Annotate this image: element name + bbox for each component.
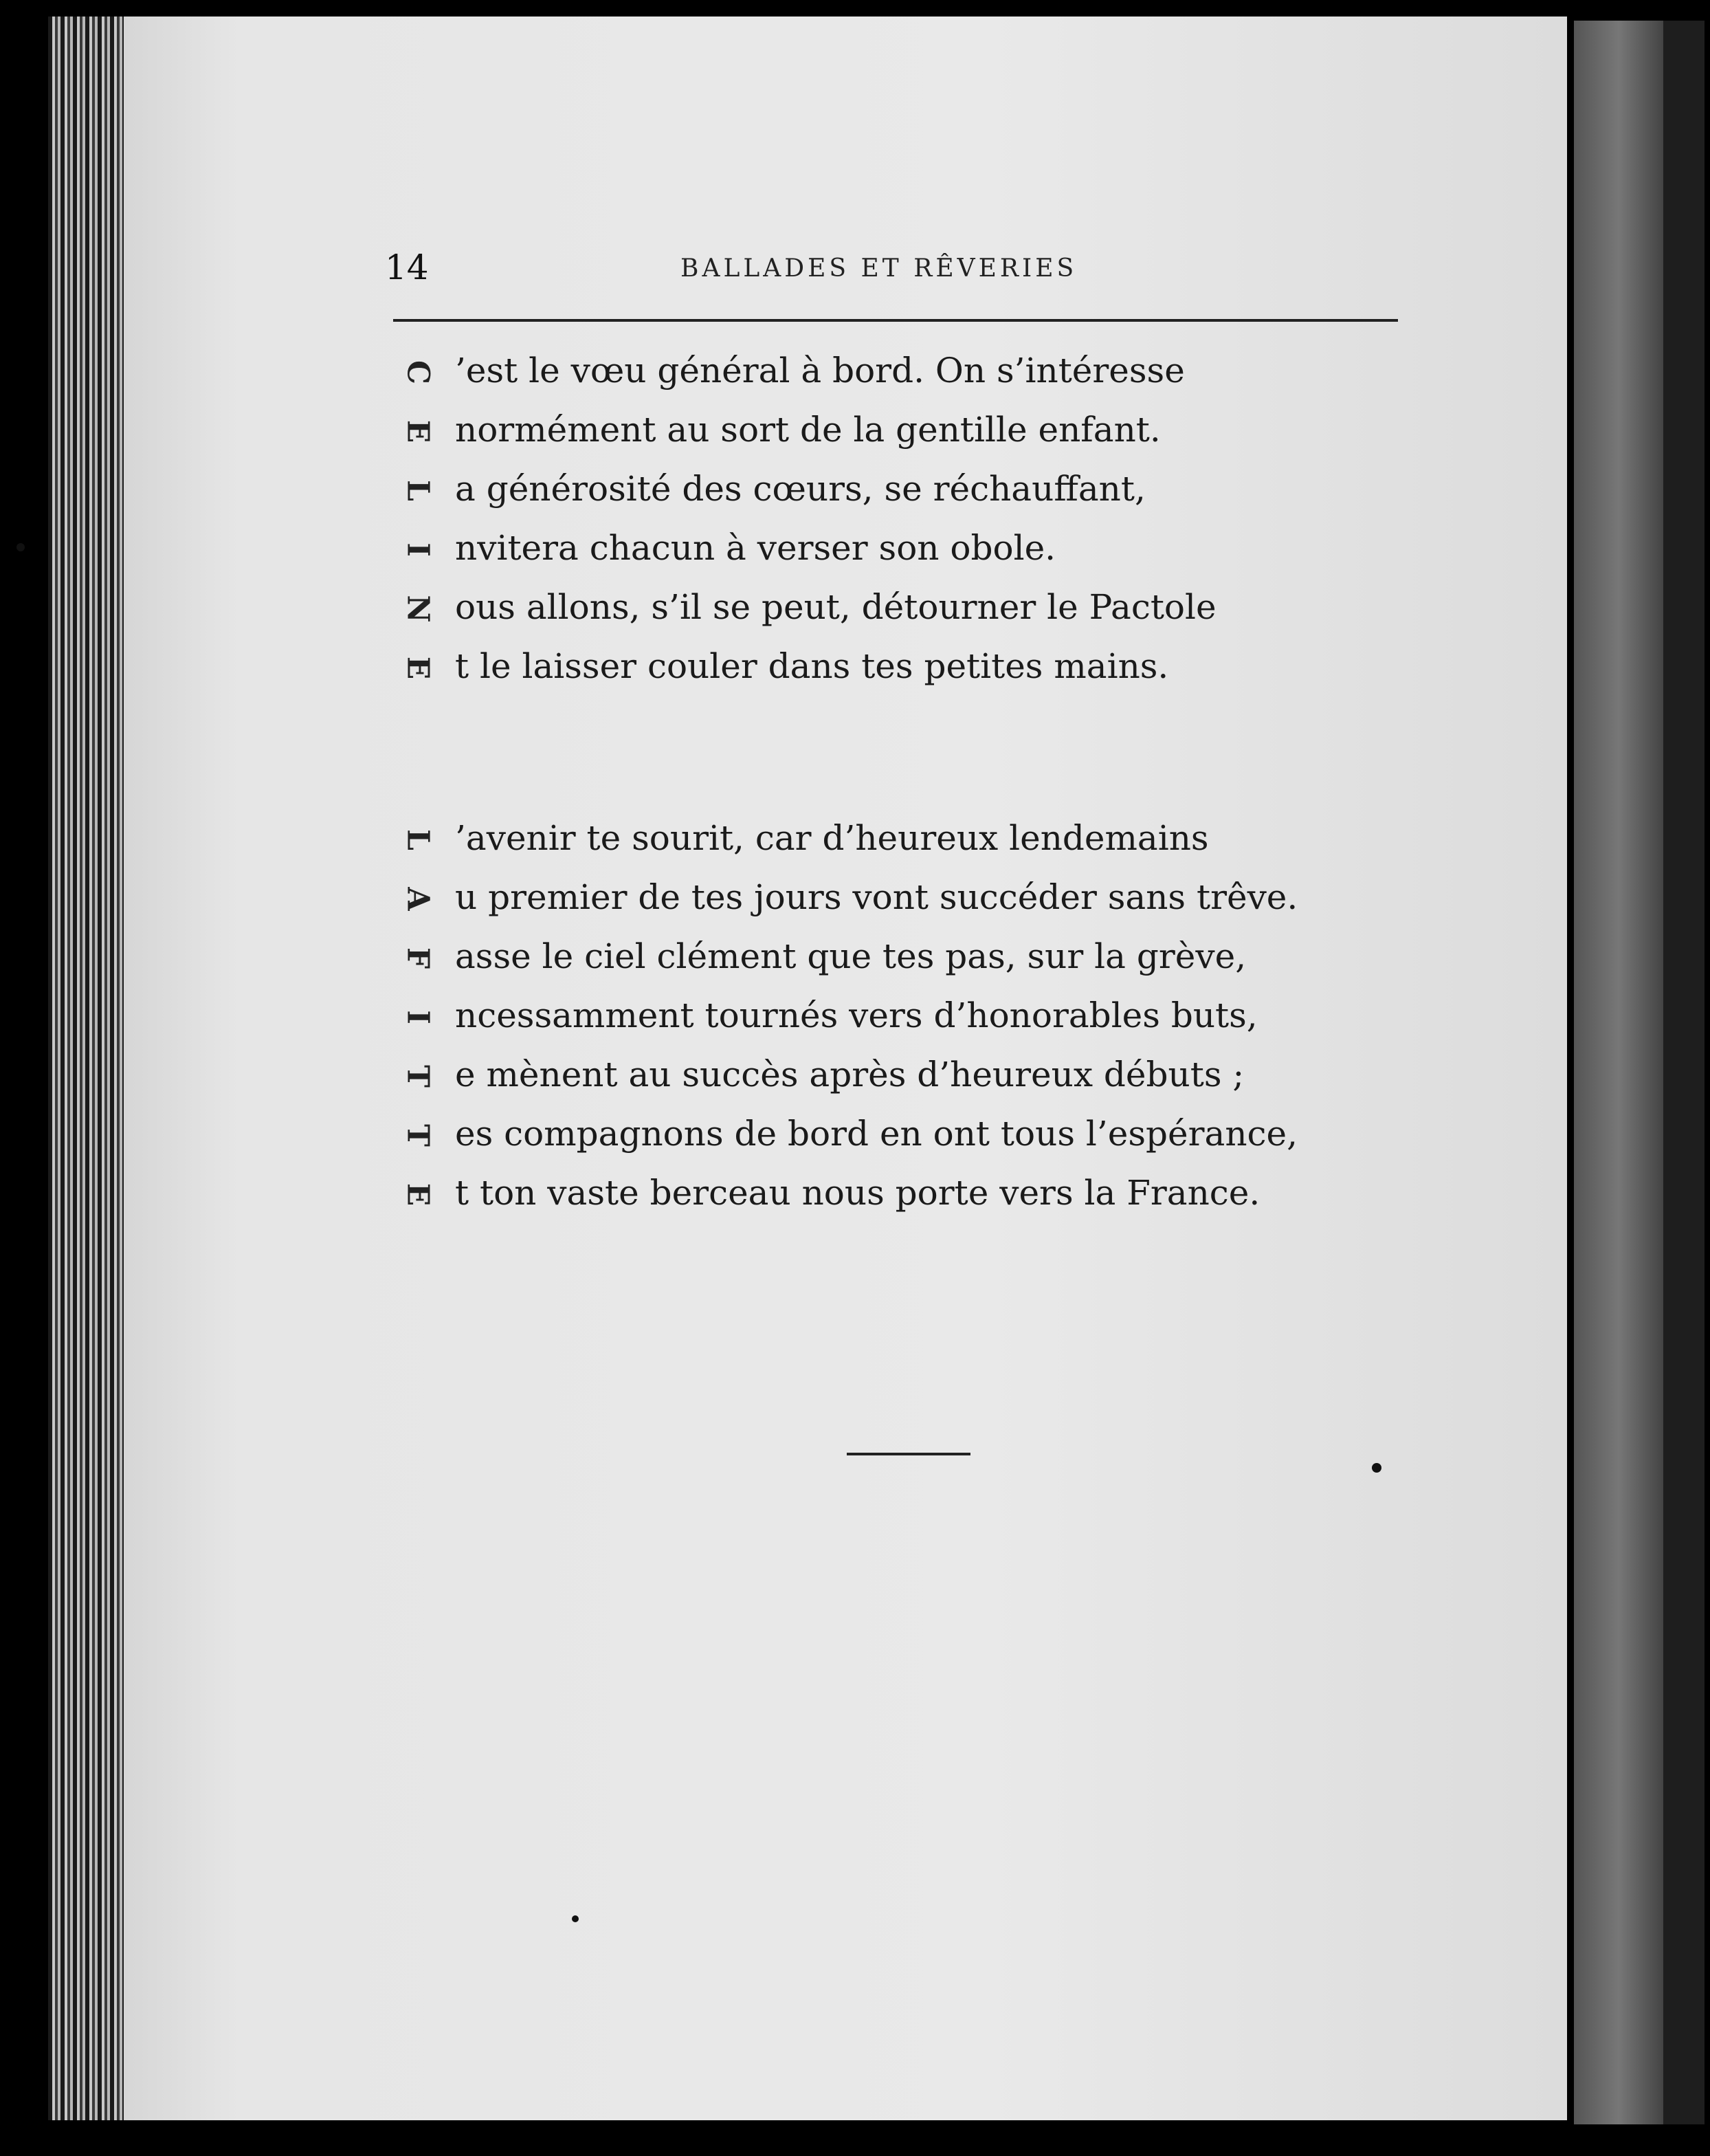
verse-text: e mènent au succès après d’heureux débuts ; [455,1055,1245,1094]
running-title: BALLADES ET RÊVERIES [680,254,1078,283]
verse-text: asse le ciel clément que tes pas, sur la grève, [455,936,1247,976]
acrostic-initial: T [400,1124,436,1147]
acrostic-initial: E [400,1182,436,1207]
acrostic-initial: N [400,595,436,623]
header-rule [393,319,1398,322]
verse-text: a générosité des cœurs, se réchauffant, [455,469,1146,509]
verse-text: t le laisser couler dans tes petites mains. [455,646,1169,686]
acrostic-initial: F [400,947,436,969]
verse-text: ous allons, s’il se peut, détourner le Pactole [455,587,1217,627]
verse-text: ncessamment tournés vers d’honorables buts, [455,996,1258,1035]
ink-speck [16,543,25,551]
end-rule [847,1453,970,1455]
acrostic-initial: E [400,419,436,443]
verse-text: nvitera chacun à verser son obole. [455,528,1056,568]
verse-text: ’avenir te sourit, car d’heureux lendemains [455,818,1209,858]
acrostic-initial: C [400,360,436,385]
running-header [385,248,1402,296]
verse-text: ’est le vœu général à bord. On s’intéresse [455,351,1185,390]
verse-text: t ton vaste berceau nous porte vers la France. [455,1173,1261,1213]
acrostic-initial: I [400,542,436,557]
page-number: 14 [385,248,429,287]
facing-page-shadow [1663,21,1705,2124]
facing-page-edge [1574,21,1663,2124]
acrostic-initial: T [400,1065,436,1088]
acrostic-initial: A [400,887,436,911]
ink-speck [572,1915,579,1922]
page-edges [48,16,131,2120]
ink-speck [1372,1463,1381,1473]
acrostic-initial: I [400,1010,436,1024]
verse-text: es compagnons de bord en ont tous l’espérance, [455,1114,1298,1154]
acrostic-initial: L [400,829,436,850]
verse-text: u premier de tes jours vont succéder sans trêve. [455,877,1298,917]
acrostic-initial: E [400,656,436,680]
acrostic-initial: L [400,480,436,501]
verse-text: normément au sort de la gentille enfant. [455,410,1161,450]
gutter [1567,0,1574,2156]
